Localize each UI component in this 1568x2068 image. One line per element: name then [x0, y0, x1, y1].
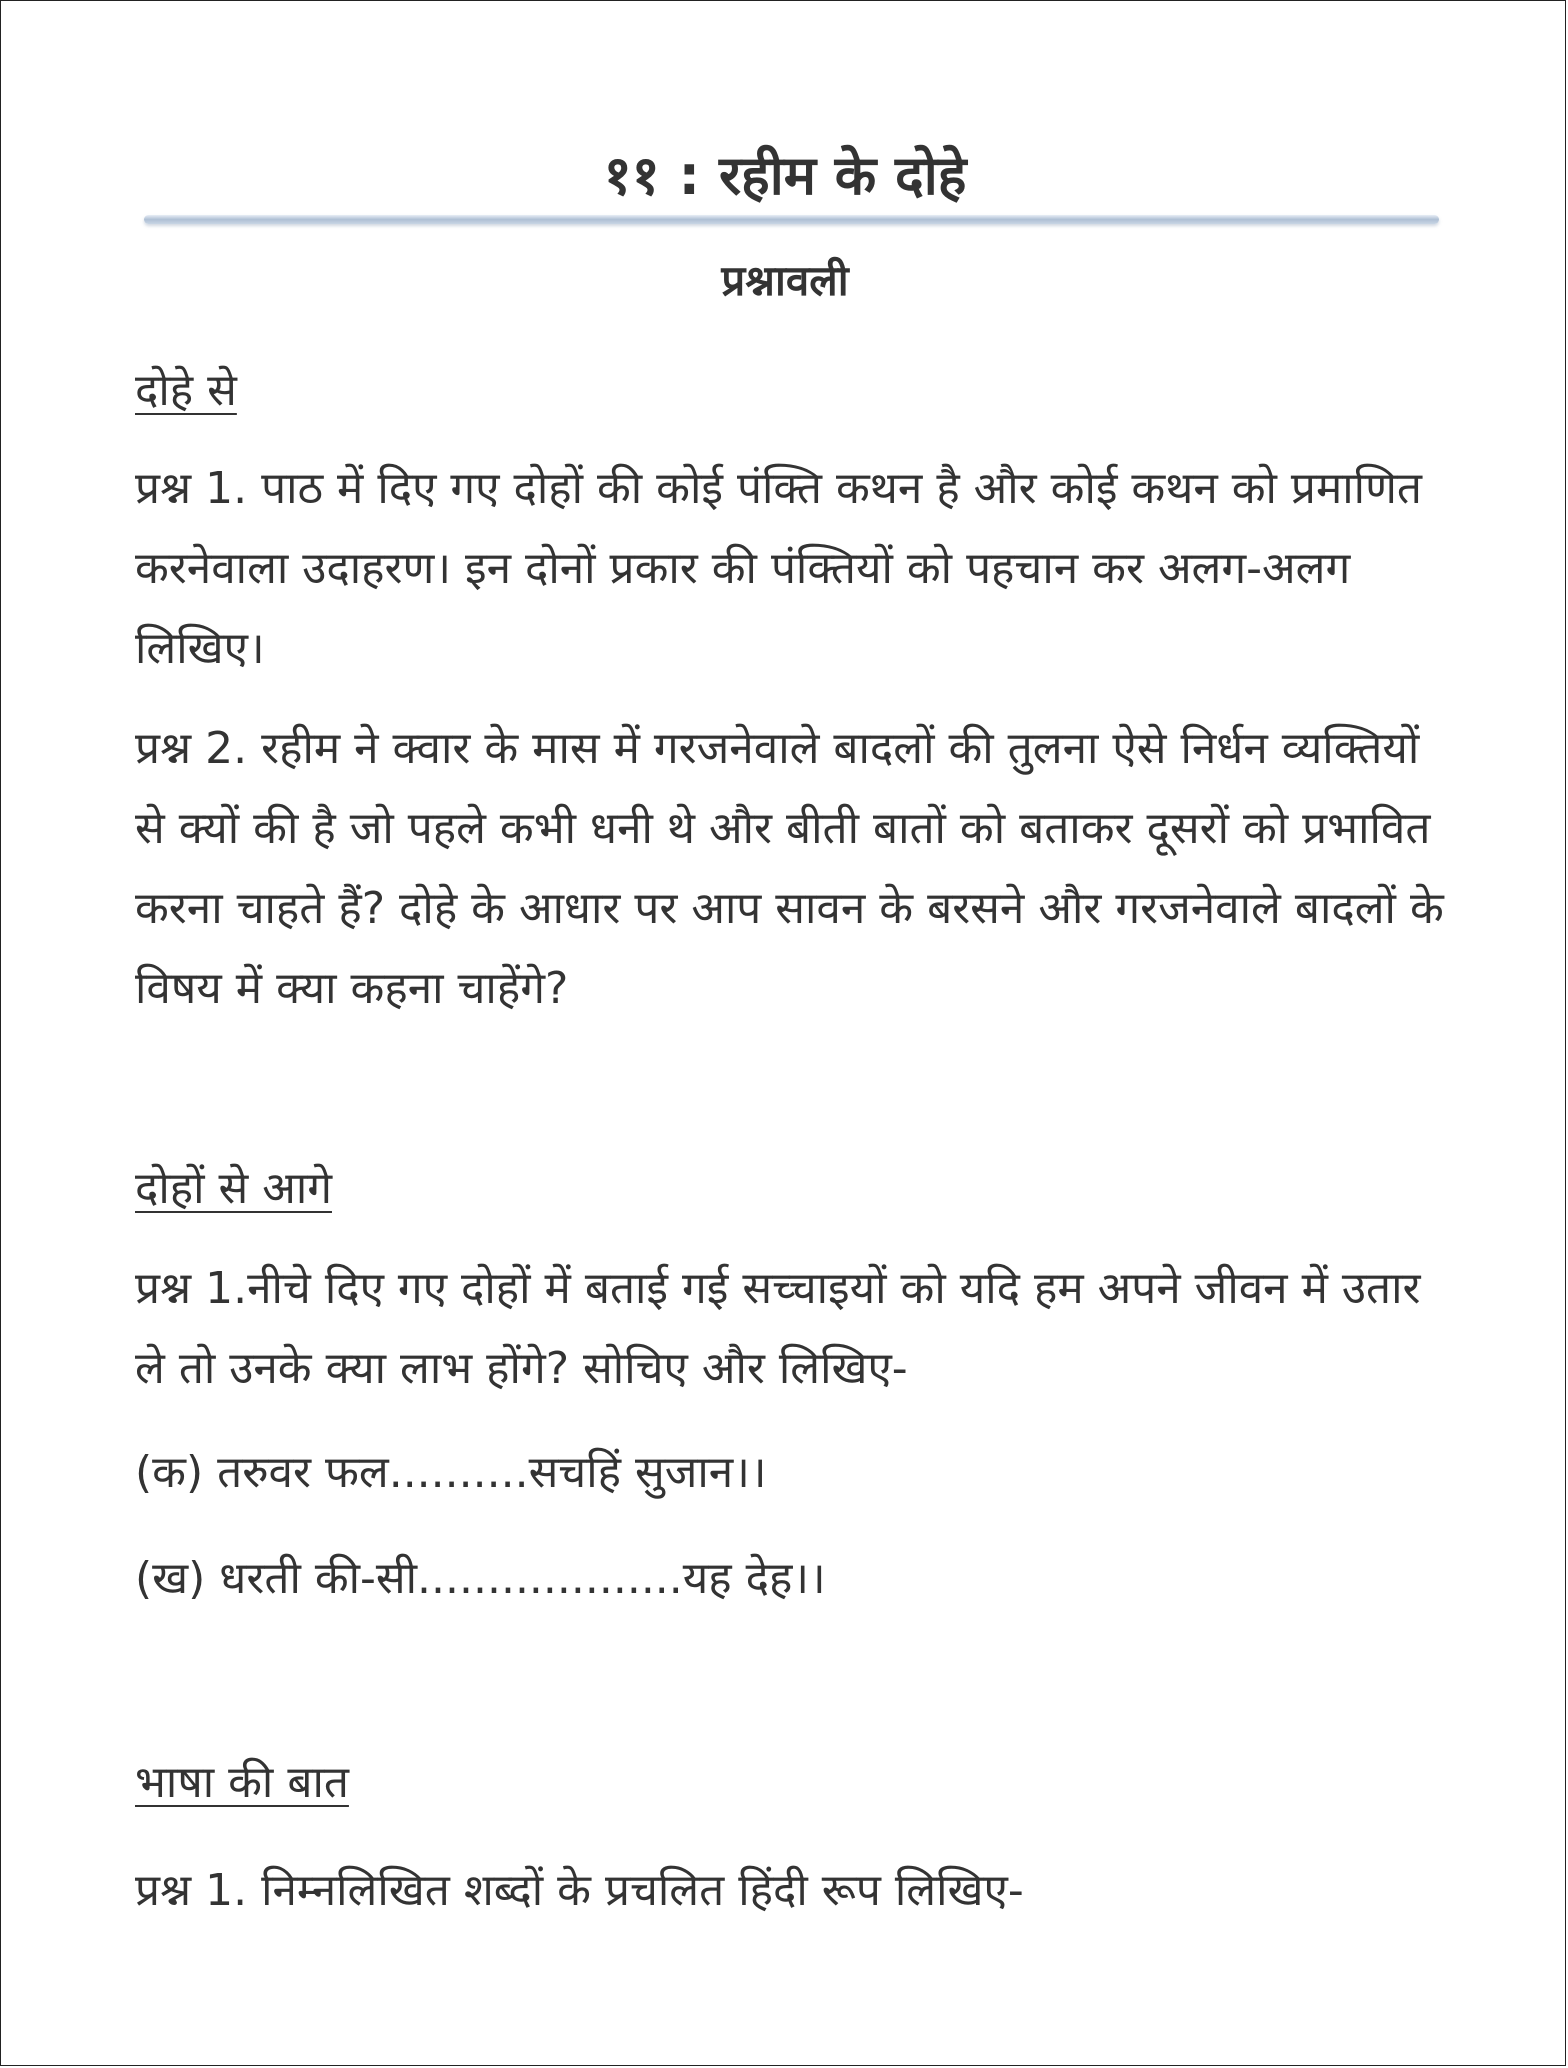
question-paragraph: प्रश्न 1. पाठ में दिए गए दोहों की कोई पंक्ति कथन है और कोई कथन को प्रमाणित करनेवाला उदाहरण। इन दोनों प्रकार की पंक्तियों को पहचान कर अलग-अलग लिखिए। [135, 463, 1422, 674]
title-divider [144, 215, 1439, 224]
page-title: ११ : रहीम के दोहे [603, 144, 967, 207]
question-paragraph: प्रश्न 2. रहीम ने क्वार के मास में गरजनेवाले बादलों की तुलना ऐसे निर्धन व्यक्तियों से क्यों की है जो पहले कभी धनी थे और बीती बातों को बताकर दूसरों को प्रभावित करना चाहते हैं? दोहे के आधार पर आप सावन के बरसने और गरजनेवाले बादलों के विषय में क्या कहना चाहेंगे? [135, 723, 1444, 1014]
question-paragraph: प्रश्न 1. निम्नलिखित शब्दों के प्रचलित हिंदी रूप लिखिए- [135, 1865, 1024, 1916]
couplet-item: (क) तरुवर फल..........सचहिं सुजान।। [135, 1447, 767, 1498]
section-heading-bhasha-ki-baat: भाषा की बात [135, 1757, 349, 1808]
section-heading-dohon-se-aage: दोहों से आगे [135, 1163, 332, 1214]
question-paragraph: प्रश्न 1.नीचे दिए गए दोहों में बताई गई सच्चाइयों को यदि हम अपने जीवन में उतार ले तो उनके क्या लाभ होंगे? सोचिए और लिखिए- [135, 1263, 1421, 1394]
page-subtitle: प्रश्नावली [721, 256, 849, 305]
section-heading-dohe-se: दोहे से [135, 365, 237, 416]
couplet-item: (ख) धरती की-सी...................यह देह।। [135, 1553, 826, 1604]
